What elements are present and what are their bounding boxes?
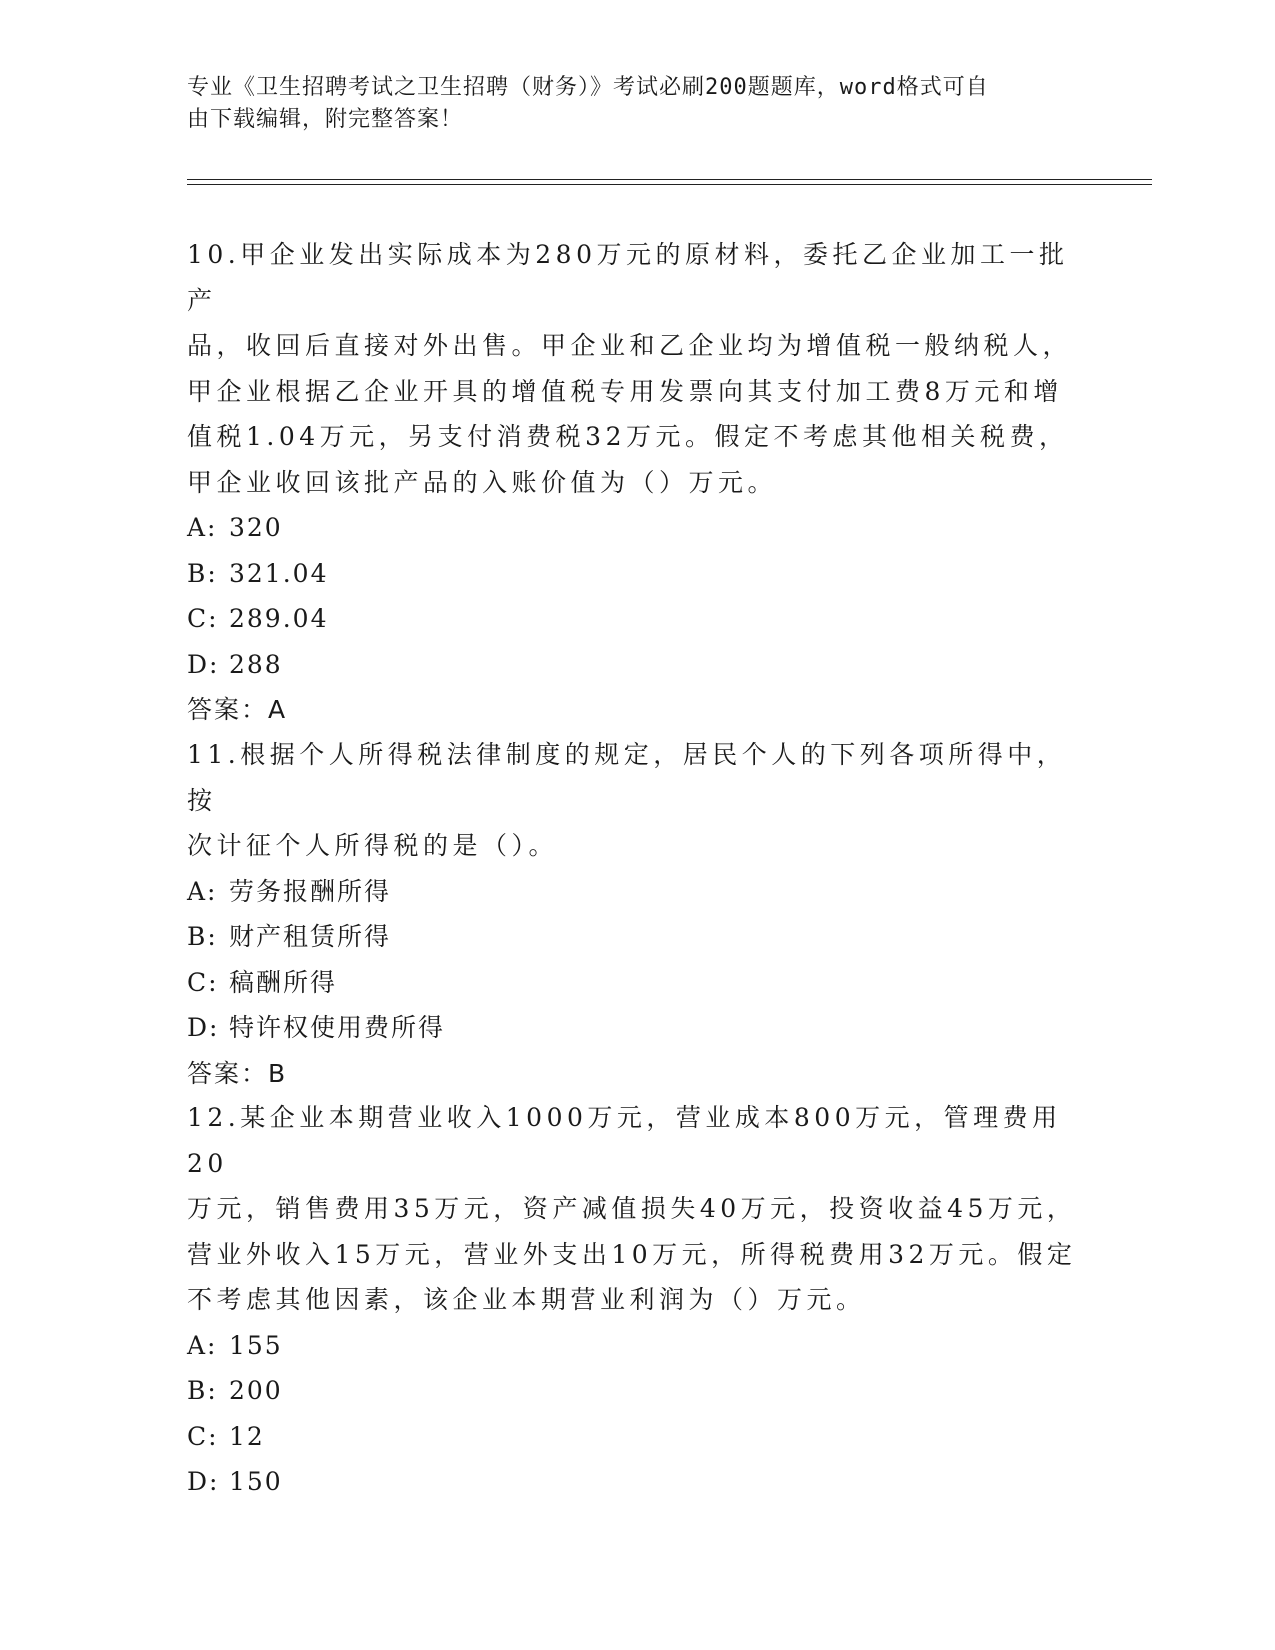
option-letter: D: [187,649,220,679]
option-b [187,914,1087,960]
question-line: 12.某企业本期营业收入1000万元，营业成本800万元，管理费用20 [187,1103,1062,1178]
option-letter: D: [187,1013,220,1042]
option-letter: A: [187,1330,218,1360]
option-d [187,1005,1087,1051]
option-text: 特许权使用费所得 [229,1013,446,1042]
answer-label: 答案：B [187,1058,288,1088]
header-line-1: 专业《卫生招聘考试之卫生招聘（财务）》考试必刷200题题库，word格式可自 [187,75,989,100]
option-text: 12 [229,1421,265,1451]
option-letter: D: [187,1467,220,1496]
question-line: 不考虑其他因素，该企业本期营业利润为（）万元。 [187,1285,866,1314]
option-text: 288 [229,649,283,679]
question-line: 甲企业根据乙企业开具的增值税专用发票向其支付加工费8万元和增 [187,376,1063,406]
option-letter: B: [187,922,218,951]
question-11 [187,732,1087,1096]
option-letter: C: [187,604,219,633]
header-divider-top [187,179,1152,180]
option-a [187,505,1087,551]
question-line: 品，收回后直接对外出售。甲企业和乙企业均为增值税一般纳税人， [187,331,1073,360]
option-a [187,869,1087,915]
option-letter: B: [187,558,218,588]
option-text: 稿酬所得 [229,967,338,997]
option-letter: B: [187,1376,218,1405]
question-12 [187,1095,1087,1505]
option-c [187,596,1087,642]
header-divider-bottom [187,184,1152,185]
question-line: 甲企业收回该批产品的入账价值为（）万元。 [187,467,778,497]
option-text: 155 [229,1330,283,1360]
option-letter: C: [187,967,219,997]
question-line: 11.根据个人所得税法律制度的规定，居民个人的下列各项所得中，按 [187,740,1067,815]
option-d [187,642,1087,688]
question-line: 次计征个人所得税的是（）。 [187,831,559,860]
question-line: 值税1.04万元，另支付消费税32万元。假定不考虑其他相关税费， [187,422,1069,451]
option-letter: A: [187,513,218,542]
option-c [187,960,1087,1006]
question-10 [187,232,1087,733]
option-c [187,1414,1087,1460]
option-b [187,551,1087,597]
option-text: 劳务报酬所得 [229,876,392,906]
option-letter: C: [187,1421,219,1451]
option-letter: A: [187,876,218,906]
answer-label: 答案：A [187,695,288,724]
option-b [187,1368,1087,1414]
header-line-2: 由下载编辑，附完整答案！ [187,107,464,132]
option-text: 财产租赁所得 [229,922,392,951]
question-line: 10.甲企业发出实际成本为280万元的原材料，委托乙企业加工一批产 [187,240,1069,315]
question-line: 万元，销售费用35万元，资产减值损失40万元，投资收益45万元， [187,1194,1077,1223]
question-line: 营业外收入15万元，营业外支出10万元，所得税费用32万元。假定 [187,1239,1077,1269]
option-text: 321.04 [229,558,329,588]
option-text: 200 [229,1376,283,1405]
option-a [187,1323,1087,1369]
document-header [187,72,1087,136]
option-text: 150 [229,1467,283,1496]
option-text: 320 [229,513,283,542]
option-text: 289.04 [229,604,329,633]
option-d [187,1459,1087,1505]
